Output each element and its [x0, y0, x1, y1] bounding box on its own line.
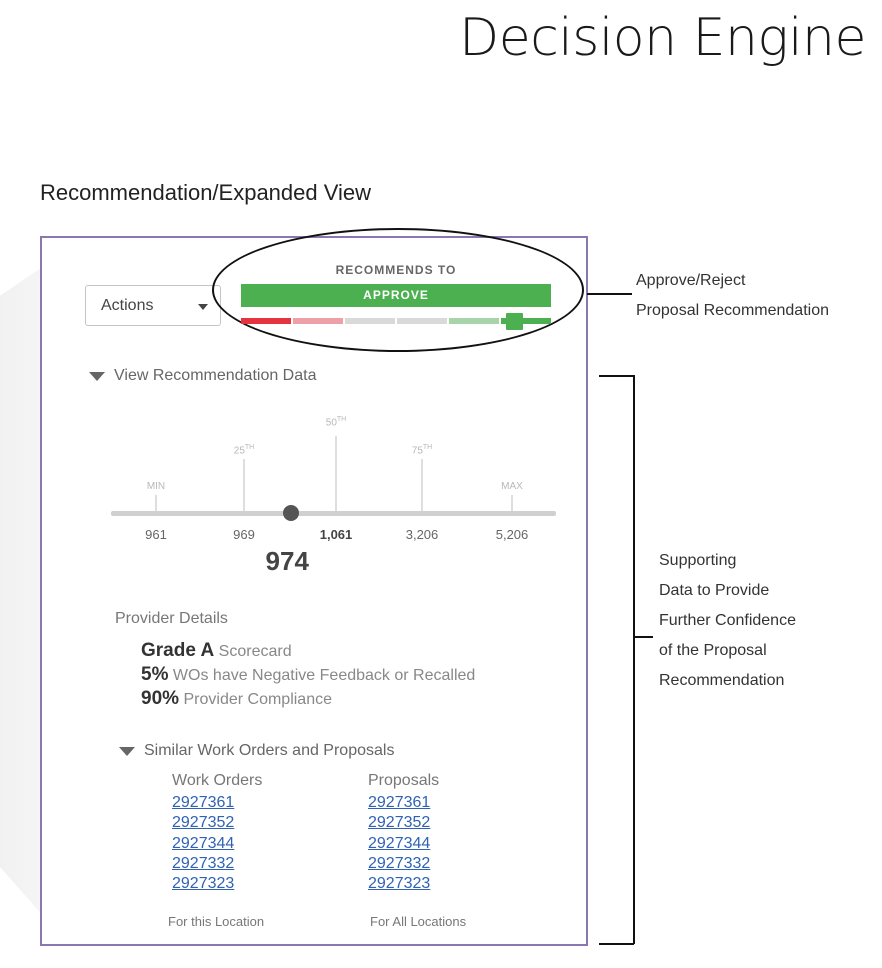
grade-text: Scorecard [218, 643, 292, 660]
callout-approve-reject [636, 266, 829, 326]
provider-compliance [141, 688, 332, 710]
triangle-down-icon [119, 747, 135, 756]
order-link[interactable]: 2927344 [368, 834, 431, 852]
list-item [368, 874, 430, 894]
toggle-label: Similar Work Orders and Proposals [144, 742, 395, 759]
confidence-scale [241, 318, 551, 324]
percentile-tick [155, 495, 157, 511]
confidence-scale-segment [397, 318, 447, 324]
percentile-value: 3,206 [405, 527, 439, 542]
list-item [172, 874, 234, 894]
proposals-header: Proposals [368, 772, 440, 789]
list-item [172, 793, 234, 813]
percentile-value: 969 [233, 527, 255, 542]
actions-label: Actions [101, 296, 154, 314]
order-link[interactable]: 2927361 [368, 794, 431, 811]
order-link[interactable]: 2927344 [172, 834, 235, 852]
view-title: Recommendation/Expanded View [40, 180, 372, 205]
percentile-value: 5,206 [495, 527, 529, 542]
list-item [368, 854, 430, 874]
recommends-to-label: RECOMMENDS TO [335, 263, 457, 277]
bracket-top [599, 375, 634, 377]
proposals-footer: For All Locations [370, 914, 467, 929]
callout-line: Data to Provide [659, 582, 770, 599]
confidence-marker [506, 313, 523, 330]
provider-details-title: Provider Details [115, 610, 228, 627]
bracket-connector [633, 636, 653, 638]
callout-line: of the Proposal [659, 642, 767, 659]
percentile-label: 50TH [325, 416, 347, 429]
confidence-scale-segment [345, 318, 395, 324]
percentile-label: MIN [146, 481, 166, 492]
callout-line: Further Confidence [659, 612, 796, 629]
actions-dropdown[interactable] [85, 285, 221, 326]
list-item [368, 834, 430, 854]
list-item [172, 834, 234, 854]
confidence-scale-segment [449, 318, 499, 324]
confidence-scale-segment [241, 318, 291, 324]
chevron-down-icon [198, 304, 208, 310]
compliance-value: 90% [141, 688, 180, 709]
proposals-list [368, 793, 430, 894]
order-link[interactable]: 2927352 [368, 814, 431, 832]
recommendation-panel [40, 236, 588, 946]
page-title: Decision Engine [459, 8, 866, 68]
callout-supporting-data [659, 546, 796, 696]
order-link[interactable]: 2927352 [172, 814, 235, 832]
callout-line: Recommendation [659, 672, 785, 689]
percentile-label: 75TH [411, 444, 433, 457]
percentile-track [111, 511, 556, 516]
order-link[interactable]: 2927332 [368, 854, 431, 872]
percentile-value: 1,061 [319, 527, 353, 542]
work-orders-list [172, 793, 234, 894]
list-item [368, 813, 430, 833]
percentile-tick [421, 459, 423, 511]
current-value: 974 [265, 546, 309, 576]
order-link[interactable]: 2927332 [172, 854, 235, 872]
list-item [172, 813, 234, 833]
percentile-label: 25TH [233, 444, 255, 457]
order-link[interactable]: 2927323 [172, 875, 235, 893]
compliance-text: Provider Compliance [183, 691, 332, 708]
toggle-label: View Recommendation Data [114, 367, 317, 384]
view-recommendation-data-toggle[interactable] [89, 367, 316, 385]
percentile-tick [335, 436, 337, 511]
percentile-label: MAX [501, 481, 523, 492]
callout-line: Proposal Recommendation [636, 302, 829, 319]
callout-line: Approve/Reject [636, 272, 746, 289]
provider-grade [141, 640, 292, 662]
grade-value: Grade A [141, 640, 215, 661]
order-link[interactable]: 2927361 [172, 794, 235, 811]
list-item [368, 793, 430, 813]
order-link[interactable]: 2927323 [368, 875, 431, 893]
percentile-tick [511, 495, 513, 511]
percentile-tick [243, 459, 245, 511]
negative-feedback-text: WOs have Negative Feedback or Recalled [172, 667, 476, 684]
provider-negative-feedback [141, 664, 475, 686]
similar-work-orders-toggle[interactable] [119, 742, 394, 760]
percentile-value: 961 [145, 527, 167, 542]
list-item [172, 854, 234, 874]
work-orders-header: Work Orders [172, 772, 263, 789]
confidence-scale-segment [293, 318, 343, 324]
callout-connector-line [587, 293, 632, 295]
current-value-knob [283, 505, 299, 521]
callout-line: Supporting [659, 552, 737, 569]
bracket-bottom [599, 943, 634, 945]
bracket-spine [633, 375, 635, 944]
triangle-down-icon [89, 372, 105, 381]
negative-feedback-value: 5% [141, 664, 169, 685]
work-orders-footer: For this Location [168, 914, 265, 929]
approve-status-bar: APPROVE [241, 284, 551, 307]
